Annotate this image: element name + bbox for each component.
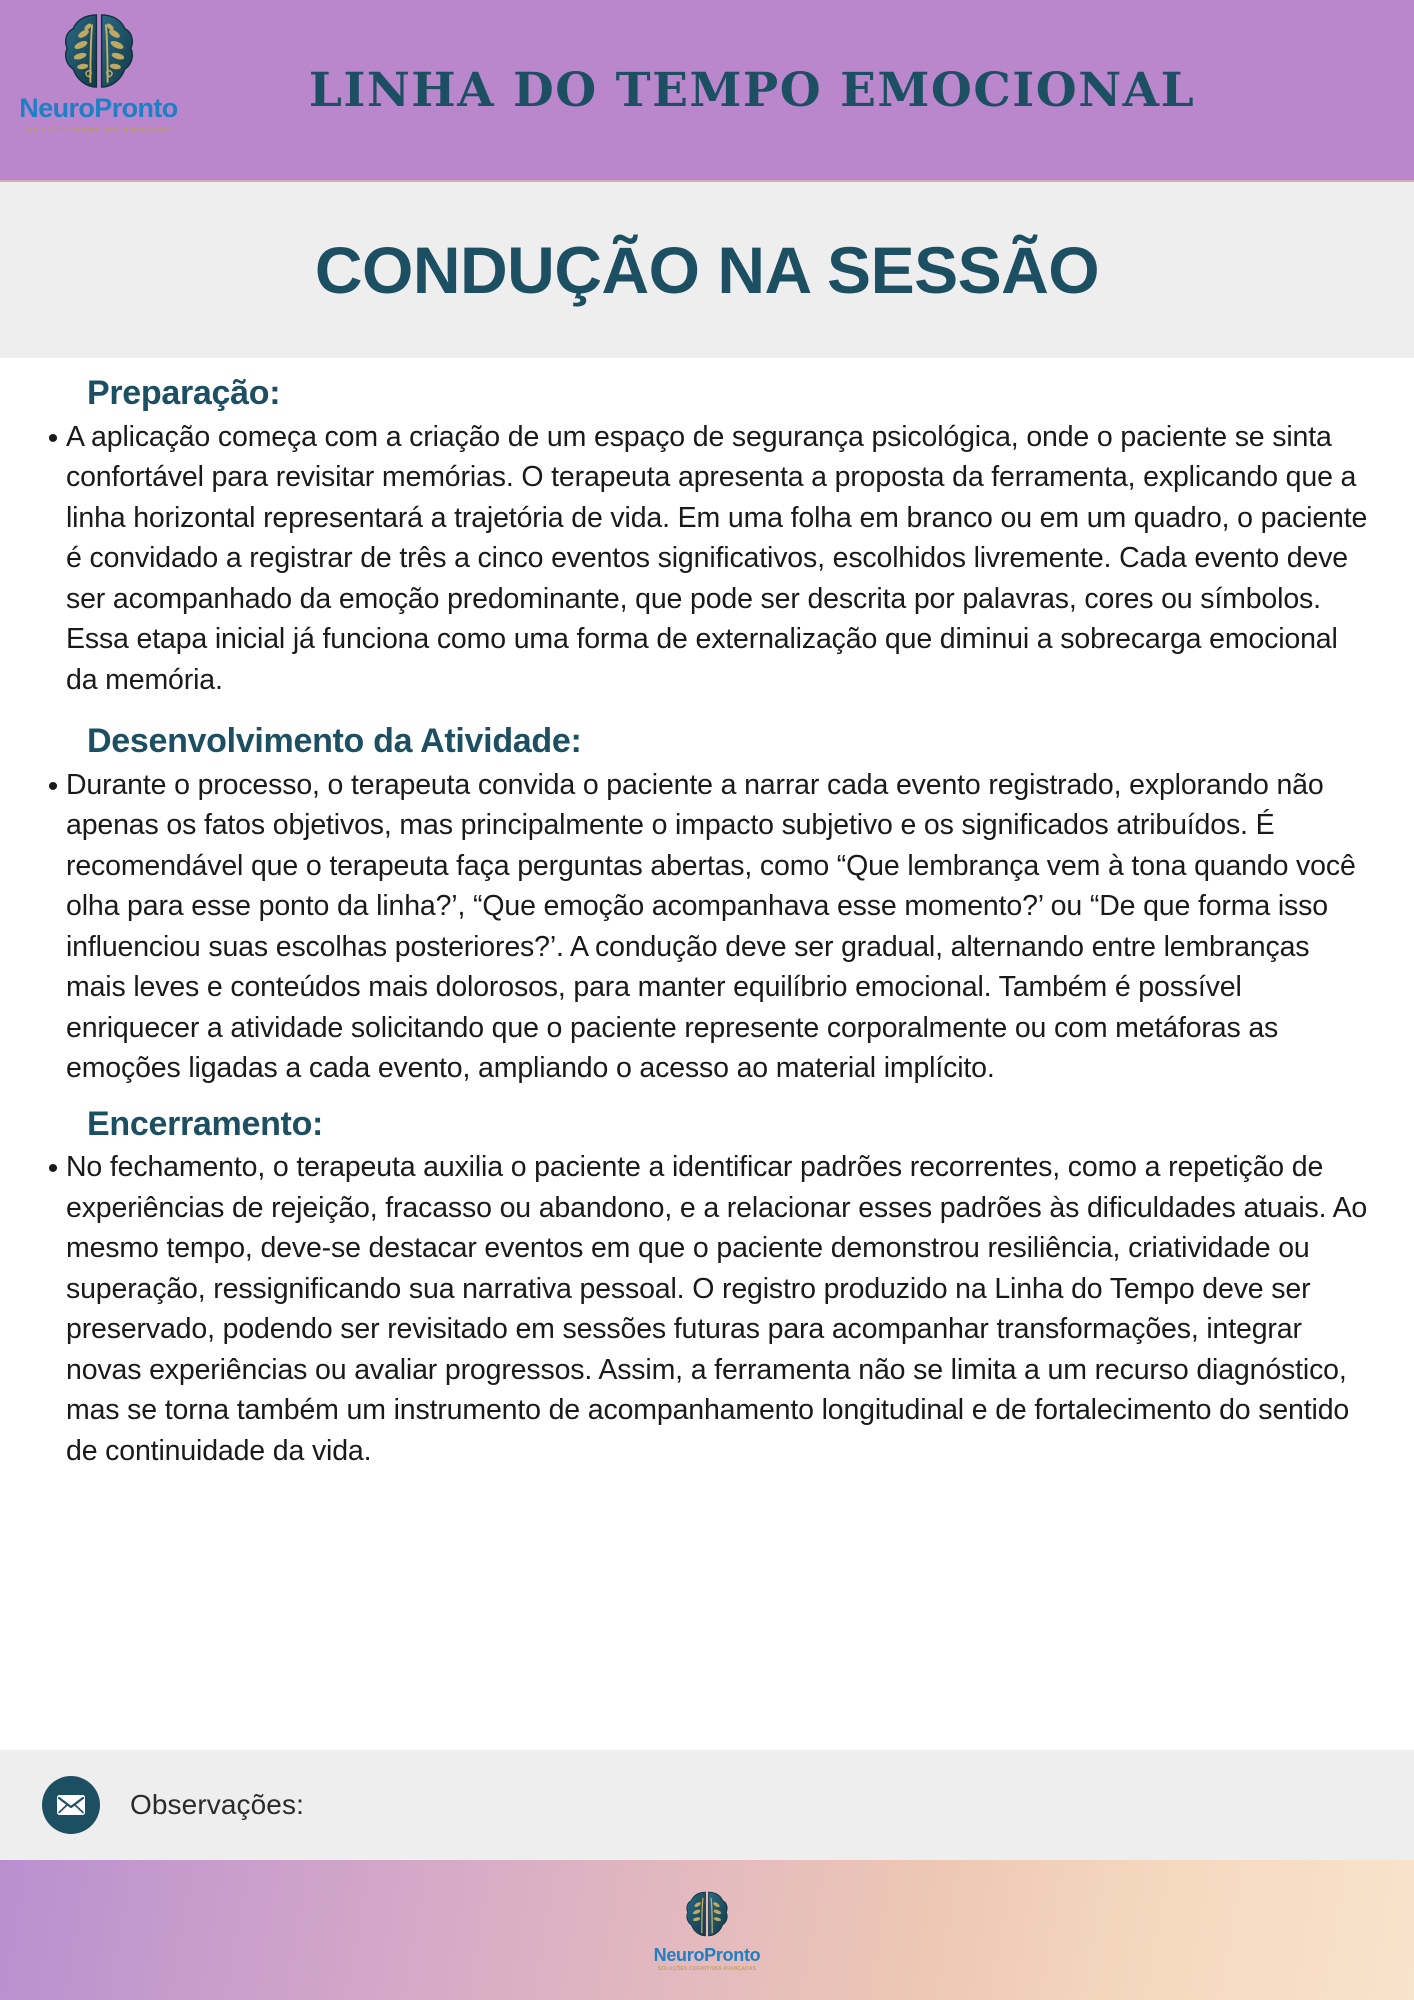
observations-label: Observações: [130,1789,304,1820]
content-area [0,358,1414,1750]
section-heading: Desenvolvimento da Atividade: [87,722,582,760]
section-encerramento [30,1103,1370,1472]
observations-section [0,1750,1414,1860]
bullet-dot-icon: • [47,769,59,803]
bullet-dot-icon: • [47,421,59,455]
footer-brand-logo [654,1888,761,1972]
footer-wordmark: NeuroPronto [653,1945,761,1965]
envelope-icon [42,1776,100,1834]
footer-tagline: SOLUÇÕES COGNITIVAS AVANÇADAS [657,1966,757,1972]
section-heading: Preparação: [87,374,281,412]
section-body: A aplicação começa com a criação de um espaço de segurança psicológica, onde o paciente se sinta confortável para revisitar memórias. O terapeuta apresenta a proposta da ferramenta, explicando que a linha horizontal representará a trajetória de vida. Em uma folha em branco ou em um quadro, o paciente é convidado a registrar de três a cinco eventos significativos, escolhidos livremente. Cada evento deve ser acompanhado da emoção predominante, que pode ser descrita por palavras, cores ou símbolos. Essa etapa inicial já funciona como uma forma de externalização que diminui a sobrecarga emocional da memória. [66,420,1368,696]
section-heading: Encerramento: [87,1104,324,1143]
section-desenvolvimento [30,720,1370,1089]
subtitle-band [0,182,1414,358]
section-body: No fechamento, o terapeuta auxilia o paciente a identificar padrões recorrentes, como a repetição de experiências de rejeição, fracasso ou abandono, e a relacionar esses padrões às dificuldades atuais. Ao mesmo tempo, deve-se destacar eventos em que o paciente demonstrou resiliência, criatividade ou superação, ressignificando sua narrativa pessoal. O registro produzido na Linha do Tempo deve ser preservado, podendo ser revisitado em sessões futuras para acompanhar transformações, integrar novas experiências ou avaliar progressos. Assim, a ferramenta não se limita a um recurso diagnóstico, mas se torna também um instrumento de acompanhamento longitudinal e de fortalecimento do sentido de continuidade da vida. [66,1151,1368,1467]
logo-tagline: SOLUÇÕES COGNITIVAS AVANÇADAS [24,125,173,134]
brain-leaves-icon [56,8,142,94]
section-preparacao [30,372,1370,700]
bullet-item [30,417,1370,701]
section-body: Durante o processo, o terapeuta convida o paciente a narrar cada evento registrado, explorando não apenas os fatos objetivos, mas principalmente o impacto subjetivo e os significados atribuídos. É recomendável que o terapeuta faça perguntas abertas, como “Que lembrança vem à tona quando você olha para esse ponto da linha?’, “Que emoção acompanhava esse momento?’ ou “De que forma isso influenciou suas escolhas posteriores?’. A condução deve ser gradual, alternando entre lembranças mais leves e conteúdos mais dolorosos, para manter equilíbrio emocional. Também é possível enriquecer a atividade solicitando que o paciente represente corporalmente ou com metáforas as emoções ligadas a cada evento, ampliando o acesso ao material implícito. [66,768,1356,1084]
brain-leaves-icon [681,1888,733,1945]
bullet-dot-icon: • [47,1152,59,1185]
page-title: LINHA DO TEMPO EMOCIONAL [308,62,1196,118]
page-footer [0,1860,1414,2000]
page-header [0,0,1414,182]
spacer [30,1089,1370,1103]
brand-logo [19,8,178,148]
logo-wordmark: NeuroPronto [19,93,178,123]
bullet-item [30,1147,1370,1471]
subtitle-heading: CONDUÇÃO NA SESSÃO [314,233,1100,307]
spacer [30,700,1370,720]
bullet-item [30,765,1370,1089]
